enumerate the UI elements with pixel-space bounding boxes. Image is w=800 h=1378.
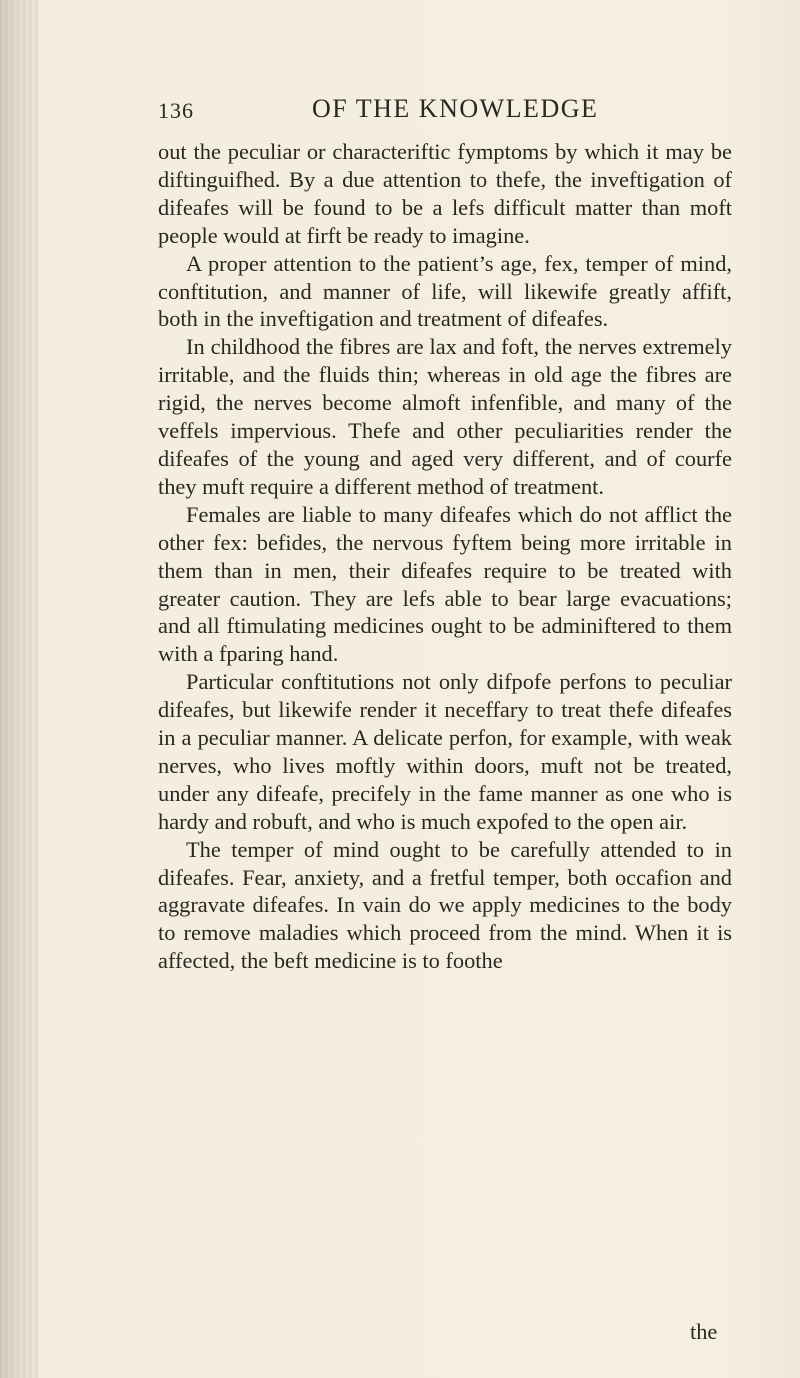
binding-gutter <box>0 0 38 1378</box>
running-head: OF THE KNOWLEDGE <box>312 94 599 123</box>
catchword: the <box>690 1319 718 1344</box>
paragraph-5: Particular conftitutions not only difpofe perfons to peculiar difeafes, but likewife render it neceffary to treat thefe difeafes in a peculiar manner. A delicate perfon, for example, with weak nerves, who lives moftly within doors, muft not be treated, under any difeafe, precifely in the fame manner as one who is hardy and robuft, and who is much expofed to the open air. <box>158 669 732 834</box>
page-number: 136 <box>158 98 194 123</box>
body-text <box>158 138 732 975</box>
paragraph-1: out the peculiar or characteriftic fymptoms by which it may be diftinguifhed. By a due attention to thefe, the inveftigation of difeafes will be found to be a lefs difficult matter than moft people would at firft be ready to imagine. <box>158 139 732 248</box>
page-header <box>158 94 718 134</box>
paragraph-3: In childhood the fibres are lax and foft, the nerves extremely irritable, and the fluids thin; whereas in old age the fibres are rigid, the nerves become almoft infenfible, and many of the veffels impervious. Thefe and other peculiarities render the difeafes of the young and aged very different, and of courfe they muft require a different method of treatment. <box>158 334 732 499</box>
paragraph-4: Females are liable to many difeafes which do not afflict the other fex: befides, the nervous fyftem being more irritable in them than in men, their difeafes require to be treated with greater caution. They are lefs able to bear large evacuations; and all ftimulating medicines ought to be adminiftered to them with a fparing hand. <box>158 501 732 667</box>
paragraph-2: A proper attention to the patient’s age, fex, temper of mind, conftitution, and manner of life, will likewife greatly affift, both in the inveftigation and treatment of difeafes. <box>158 250 732 332</box>
paragraph-6: The temper of mind ought to be carefully attended to in difeafes. Fear, anxiety, and a fretful temper, both occafion and aggravate difeafes. In vain do we apply medicines to the body to remove maladies which proceed from the mind. When it is affected, the beft medicine is to foothe <box>158 836 732 974</box>
